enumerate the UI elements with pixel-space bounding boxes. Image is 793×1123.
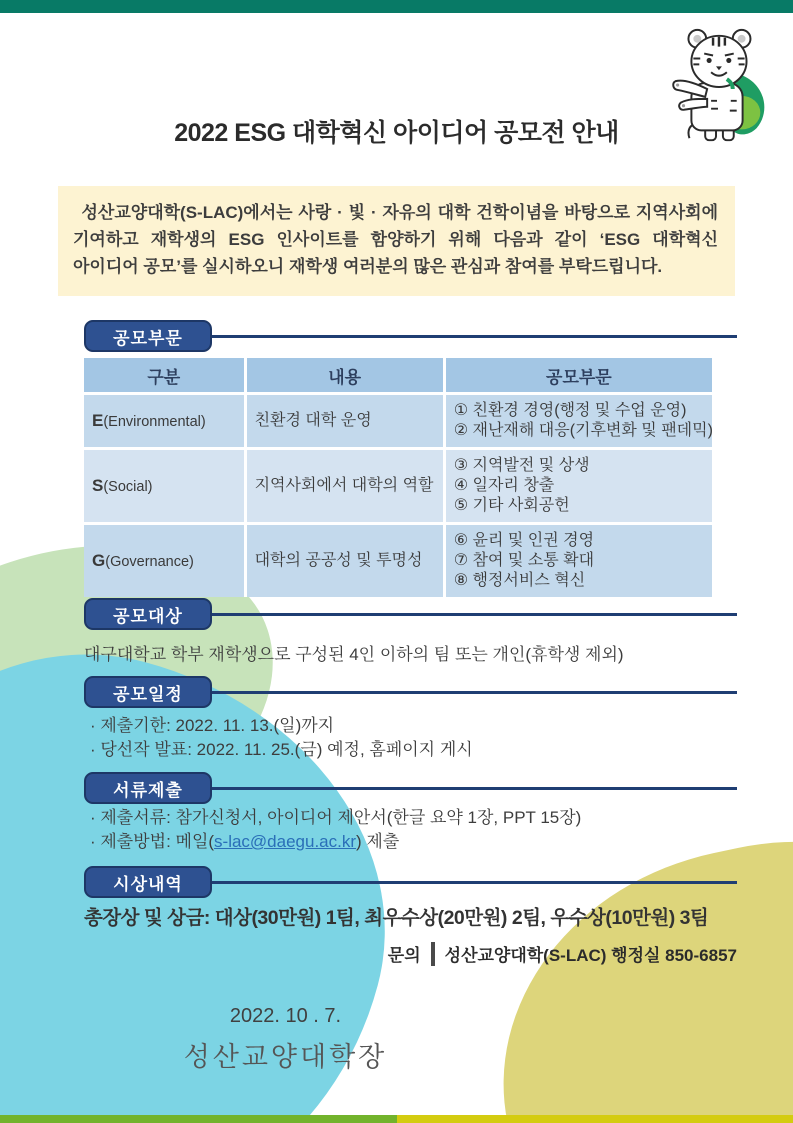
bottom-color-bar <box>0 1115 793 1123</box>
section-badge-categories: 공모부문 <box>84 320 212 352</box>
esg-categories-table <box>84 358 712 597</box>
section-header-categories <box>84 320 737 354</box>
row-content-cell: 지역사회에서 대학의 역할 <box>247 447 446 522</box>
submission-item-docs: · 제출서류: 참가신청서, 아이디어 제안서(한글 요약 1장, PPT 15장) <box>90 808 582 827</box>
submission-list <box>90 806 581 854</box>
category-item: ⑥ 윤리 및 인권 경영 <box>453 532 595 549</box>
category-item: ⑦ 참여 및 소통 확대 <box>453 552 595 569</box>
issue-date: 2022. 10 . 7. <box>229 1005 342 1027</box>
contact-line <box>84 941 737 966</box>
submission-method-suffix: ) 제출 <box>356 832 400 851</box>
submission-method-prefix: · 제출방법: 메일( <box>90 832 215 851</box>
section-rule <box>194 335 737 338</box>
schedule-list <box>90 714 473 762</box>
table-row-social <box>84 447 712 522</box>
signature: 성산교양대학장 <box>183 1042 388 1072</box>
section-rule <box>194 691 737 694</box>
section-rule <box>194 787 737 790</box>
category-item: ② 재난재해 대응(기후변화 및 팬데믹) <box>453 422 713 439</box>
code-letter: E <box>92 410 104 430</box>
bottom-bar-green <box>0 1115 397 1123</box>
intro-paragraph: 성산교양대학(S-LAC)에서는 사랑 · 빛 · 자유의 대학 건학이념을 바탕으로 지역사회에 기여하고 재학생의 ESG 인사이트를 함양하기 위해 다음과 같이 ‘ESG 대학혁신 아이디어 공모’를 실시하오니 재학생 여러분의 많은 관심과 참여를 부탁드립니다. <box>73 203 718 277</box>
table-row-environmental <box>84 392 712 447</box>
submission-item-method <box>90 830 581 854</box>
section-header-schedule <box>84 676 737 710</box>
bottom-bar-yellow <box>397 1115 793 1123</box>
section-header-submission <box>84 772 737 806</box>
row-code-cell <box>84 447 247 522</box>
section-badge-awards: 시상내역 <box>84 866 212 898</box>
contact-divider <box>431 942 435 966</box>
row-code-cell <box>84 392 247 447</box>
page-title: 2022 ESG 대학혁신 아이디어 공모전 안내 <box>174 119 619 147</box>
eligibility-text: 대구대학교 학부 재학생으로 구성된 4인 이하의 팀 또는 개인(휴학생 제외) <box>84 645 624 664</box>
section-header-eligibility <box>84 598 737 632</box>
row-content-cell: 친환경 대학 운영 <box>247 392 446 447</box>
section-badge-submission: 서류제출 <box>84 772 212 804</box>
category-item: ⑤ 기타 사회공헌 <box>453 497 570 514</box>
section-rule <box>194 613 737 616</box>
section-header-awards <box>84 866 737 900</box>
contact-value: 성산교양대학(S-LAC) 행정실 850-6857 <box>444 946 737 965</box>
section-rule <box>194 881 737 884</box>
code-word: (Social) <box>103 478 153 495</box>
category-item: ⑧ 행정서비스 혁신 <box>453 572 586 589</box>
category-item: ④ 일자리 창출 <box>453 477 555 494</box>
col-header-gubun: 구분 <box>84 358 247 392</box>
code-word: (Environmental) <box>103 413 206 430</box>
prize-text: 총장상 및 상금: 대상(30만원) 1팀, 최우수상(20만원) 2팀, 우수상(10만원) 3팀 <box>84 907 709 929</box>
code-word: (Governance) <box>105 553 194 570</box>
schedule-item-announce: · 당선작 발표: 2022. 11. 25.(금) 예정, 홈페이지 게시 <box>90 740 473 759</box>
category-item: ③ 지역발전 및 상생 <box>453 457 590 474</box>
row-code-cell <box>84 522 247 597</box>
code-letter: S <box>92 475 104 495</box>
email-link[interactable]: s-lac@daegu.ac.kr <box>214 832 357 851</box>
row-items-cell <box>446 447 712 522</box>
table-row-governance <box>84 522 712 597</box>
row-content-cell: 대학의 공공성 및 투명성 <box>247 522 446 597</box>
contact-label: 문의 <box>387 946 421 965</box>
row-items-cell <box>446 392 712 447</box>
code-letter: G <box>92 550 106 570</box>
section-badge-eligibility: 공모대상 <box>84 598 212 630</box>
intro-box <box>58 186 735 296</box>
schedule-item-deadline: · 제출기한: 2022. 11. 13.(일)까지 <box>90 716 335 735</box>
table-header-row <box>84 358 712 392</box>
col-header-naeyong: 내용 <box>247 358 446 392</box>
row-items-cell <box>446 522 712 597</box>
category-item: ① 친환경 경영(행정 및 수업 운영) <box>453 402 687 419</box>
col-header-bumun: 공모부문 <box>446 358 712 392</box>
top-color-bar <box>0 0 793 13</box>
section-badge-schedule: 공모일정 <box>84 676 212 708</box>
